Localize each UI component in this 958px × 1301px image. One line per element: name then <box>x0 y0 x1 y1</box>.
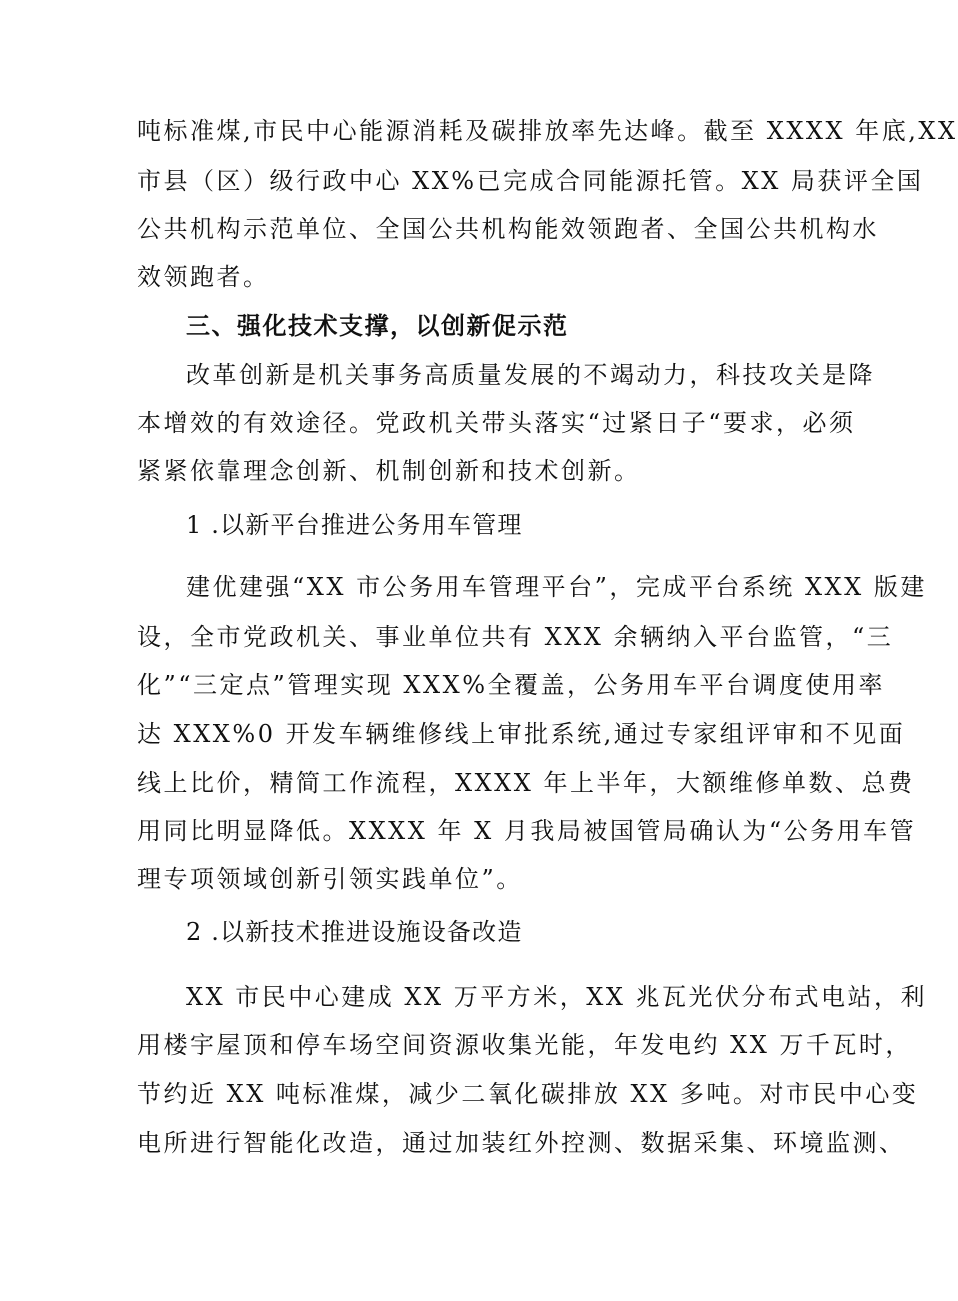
paragraph-2-line-3: 紧紧依靠理念创新、机制创新和技术创新。 <box>137 457 641 485</box>
paragraph-3-line-3: 化”“三定点”管理实现 XXX%全覆盖，公务用车平台调度使用率 <box>137 671 885 699</box>
paragraph-1-line-1: 吨标准煤,市民中心能源消耗及碳排放率先达峰。截至 XXXX 年底,XX <box>137 117 958 145</box>
paragraph-3-line-5: 线上比价，精简工作流程，XXXX 年上半年，大额维修单数、总费 <box>137 769 915 797</box>
paragraph-1-line-4: 效领跑者。 <box>137 263 270 291</box>
paragraph-1-line-3: 公共机构示范单位、全国公共机构能效领跑者、全国公共机构水 <box>137 215 879 243</box>
paragraph-3-line-6: 用同比明显降低。XXXX 年 X 月我局被国管局确认为“公务用车管 <box>137 817 917 845</box>
subheading-2: 2 .以新技术推进设施设备改造 <box>186 918 523 946</box>
paragraph-3-line-1: 建优建强“XX 市公务用车管理平台”，完成平台系统 XXX 版建 <box>186 573 927 601</box>
section-heading: 三、强化技术支撑，以创新促示范 <box>186 312 569 340</box>
paragraph-3-line-4: 达 XXX%0 开发车辆维修线上审批系统,通过专家组评审和不见面 <box>137 720 906 748</box>
paragraph-4-line-1: XX 市民中心建成 XX 万平方米，XX 兆瓦光伏分布式电站，利 <box>186 983 928 1011</box>
paragraph-2-line-2: 本增效的有效途径。党政机关带头落实“过紧日子“要求，必须 <box>137 409 856 437</box>
paragraph-2-line-1: 改革创新是机关事务高质量发展的不竭动力，科技攻关是降 <box>186 361 875 389</box>
paragraph-3-line-7: 理专项领域创新引领实践单位”。 <box>137 865 523 893</box>
paragraph-4-line-2: 用楼宇屋顶和停车场空间资源收集光能，年发电约 XX 万千瓦时， <box>137 1031 912 1059</box>
paragraph-3-line-2: 设，全市党政机关、事业单位共有 XXX 余辆纳入平台监管，“三 <box>137 623 894 651</box>
subheading-1: 1 .以新平台推进公务用车管理 <box>186 511 523 539</box>
paragraph-4-line-3: 节约近 XX 吨标准煤，减少二氧化碳排放 XX 多吨。对市民中心变 <box>137 1080 919 1108</box>
paragraph-4-line-4: 电所进行智能化改造，通过加装红外控测、数据采集、环境监测、 <box>137 1129 906 1157</box>
paragraph-1-line-2: 市县（区）级行政中心 XX%已完成合同能源托管。XX 局获评全国 <box>137 167 924 195</box>
